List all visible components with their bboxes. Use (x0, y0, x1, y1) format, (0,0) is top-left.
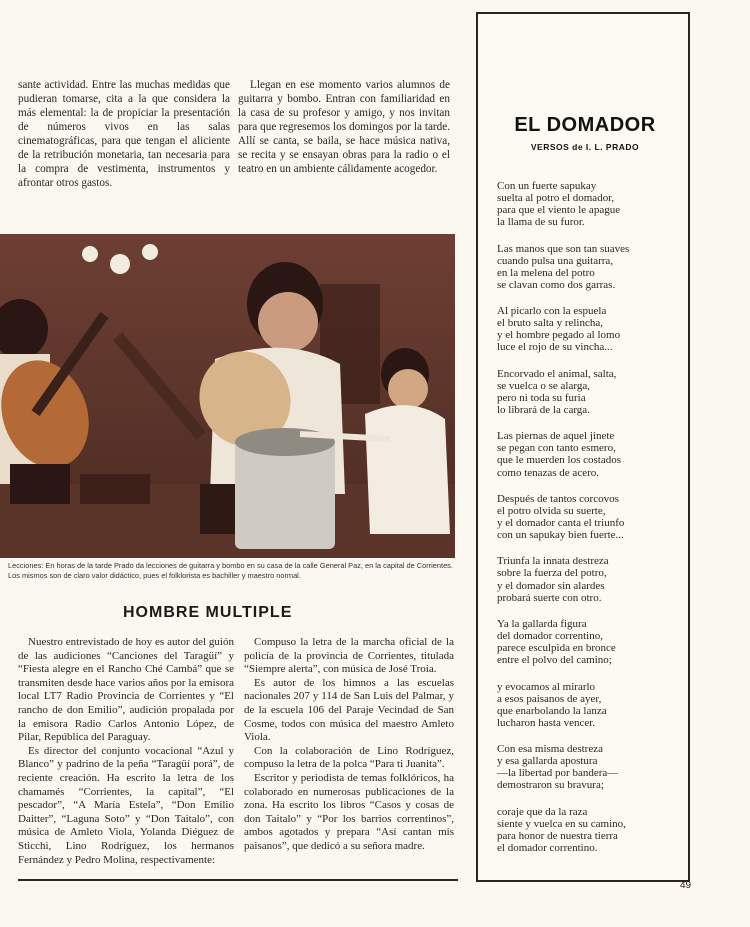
article-top-left-column: sante actividad. Entre las muchas medidas que pudieran tomarse, cita a la que considera la más elemental: la de propiciar la presentación de números vivos en las salas cinematográficas, para que tengan el aliciente de la retribución monetaria, tan necesaria para la compra de vestimenta, instrumentos y afrontar otros gastos. (18, 79, 230, 189)
poem-line: y evocamos al mirarlo (497, 680, 596, 693)
poem-line: Las piernas de aquel jinete (497, 430, 615, 443)
poem-line: cuando pulsa una guitarra, (497, 254, 614, 267)
page-number: 49 (680, 880, 692, 891)
poem-line: la llama de su furor. (497, 216, 585, 229)
poem-stanza (497, 806, 683, 854)
poem-line: como tenazas de acero. (497, 466, 599, 479)
poem-stanza (497, 305, 683, 353)
poem-line: Al picarlo con la espuela (497, 305, 607, 318)
poem-line: para honor de nuestra tierra (497, 829, 618, 842)
poem-byline: VERSOS de I. L. PRADO (530, 142, 640, 152)
poem-line: Ya la gallarda figura (497, 617, 587, 630)
poem-line: y el domador canta el triunfo (497, 517, 625, 529)
poem-line: Triunfa la innata destreza (497, 555, 609, 568)
poem-stanza (497, 618, 683, 666)
lesson-photograph (0, 234, 455, 558)
poem-line: y esa gallarda apostura (497, 755, 598, 768)
poem-line: el potro olvida su suerte, (497, 504, 606, 517)
poem-line: y el hombre pegado al lomo (497, 329, 621, 342)
article-bottom-left-column (18, 636, 234, 867)
poem-line: que enarbolando la lanza (497, 704, 607, 717)
poem-line: lucharon hasta vencer. (497, 716, 596, 729)
article-bottom-right-column (244, 636, 454, 854)
poem-stanza (497, 743, 683, 791)
poem-line: Las manos que son tan suaves (497, 242, 630, 255)
poem-stanza (497, 180, 683, 228)
poem-line: Con un fuerte sapukay (497, 180, 597, 192)
poem-line: entre el polvo del camino; (497, 654, 612, 667)
poem-line: se vuelca o se alarga, (497, 379, 590, 392)
poem-line: sobre la fuerza del potro, (497, 567, 607, 580)
poem-line: suelta al potro el domador, (497, 192, 615, 205)
photo-caption: Lecciones: En horas de la tarde Prado da lecciones de guitarra y bombo en su casa de la calle General Paz, en la capital de Corrientes. Los mismos son de claro valor didáctico, pues el folklorista es bachiller y maestro normal. (8, 561, 453, 580)
poem-line: Encorvado el animal, salta, (497, 367, 617, 380)
bottom-divider (18, 879, 458, 881)
poem-line: a esos paisanos de ayer, (497, 692, 602, 705)
poem-line: se pegan con tanto esmero, (497, 442, 616, 455)
poem-line: el domador correntino. (497, 841, 598, 854)
poem-line: se clavan como dos garras. (497, 278, 616, 291)
poem-line: pero ni toda su furia (497, 391, 586, 404)
poem-line: del domador correntino, (497, 630, 603, 643)
article-paragraph: Es autor de los himnos a las escuelas nacionales 207 y 114 de San Luis del Palmar, y de la escuela 106 del Paraje Vecindad de San Cosme, todos con música del maestro Amleto Viola. (244, 676, 454, 744)
poem-line: en la melena del potro (497, 266, 595, 279)
poem-line: luce el rojo de su vincha... (497, 341, 613, 354)
poem-line: demostraron su bravura; (497, 779, 604, 792)
poem-stanza (497, 368, 683, 416)
poem-line: el bruto salta y relincha, (497, 317, 603, 330)
article-paragraph: Escritor y periodista de temas folklóricos, ha colaborado en numerosas publicaciones de la zona. Ha escrito los libros “Casos y cosas de don Taitalo” y “Por los barrios correntinos”, ambos agotados y prepara “Así cantan mis paisanos”, que dedicó a su señora madre. (244, 771, 454, 852)
poem-line: probará suerte con otro. (497, 591, 602, 604)
poem-line: y el domador sin alardes (497, 579, 605, 592)
section-heading: HOMBRE MULTIPLE (123, 604, 293, 621)
article-paragraph: Con la colaboración de Lino Rodríguez, compuso la letra de la polca “Para ti Juanita”. (244, 744, 454, 771)
poem-stanza (497, 493, 683, 541)
article-paragraph: Nuestro entrevistado de hoy es autor del guión de las audiciones “Canciones del Taragüí” y “Fiesta alegre en el Rancho Ché Cambá” que se transmiten desde hace varios años por la emisora local LT7 Radio Provincia de Corrientes y “El rancho de don Emilio”, audición propalada por la emisora Radio Carlos Antonio López, de Pilar, República del Paraguay. (18, 636, 234, 744)
poem-line: que le muerden los costados (497, 454, 622, 467)
article-paragraph: Es director del conjunto vocacional “Azul y Blanco” y padrino de la peña “Taragüí porá”, de reciente creación. Ha escrito la letra de los chamamés “Corrientes, la capital”, “El pescador”, “A María Estela”, “Don Emilio Daitter”, “Laguna Soto” y “Don Taitalo”, con música de Amleto Viola, Yolanda Diéguez de Sticchi, Lino Rodríguez, los hermanos Fernández y Pedro Molina, respectivamente: (18, 744, 234, 866)
poem-line: parece esculpida en bronce (497, 642, 616, 655)
poem-stanza (497, 243, 683, 291)
poem-line: lo librará de la carga. (497, 403, 590, 416)
poem-line: con un sapukay bien fuerte... (497, 529, 624, 542)
poem-line: Con esa misma destreza (497, 743, 603, 756)
article-paragraph: Compuso la letra de la marcha oficial de la policía de la provincia de Corrientes, titulada “Siempre alerta”, con música de José Troia. (244, 636, 454, 676)
poem-line: siente y vuelca en su camino, (497, 817, 626, 830)
poem-stanza (497, 681, 683, 729)
poem-line: Después de tantos corcovos (497, 492, 619, 505)
poem-line: para que el viento le apague (497, 204, 621, 217)
poem-box (476, 12, 690, 882)
poem-stanzas (497, 180, 683, 868)
poem-stanza (497, 430, 683, 478)
poem-title: EL DOMADOR (514, 114, 656, 136)
poem-stanza (497, 555, 683, 603)
poem-line: coraje que da la raza (497, 805, 588, 818)
article-top-right-column: Llegan en ese momento varios alumnos de guitarra y bombo. Entran con familiaridad en la casa de su profesor y amigo, y nos invitan para que regresemos los domingos por la tarde. Allí se canta, se baila, se hace música nativa, se recita y se ensayan obras para la radio o el teatro en un ambiente cálidamente acogedor. (238, 79, 450, 175)
poem-line: —la libertad por bandera— (497, 767, 619, 780)
